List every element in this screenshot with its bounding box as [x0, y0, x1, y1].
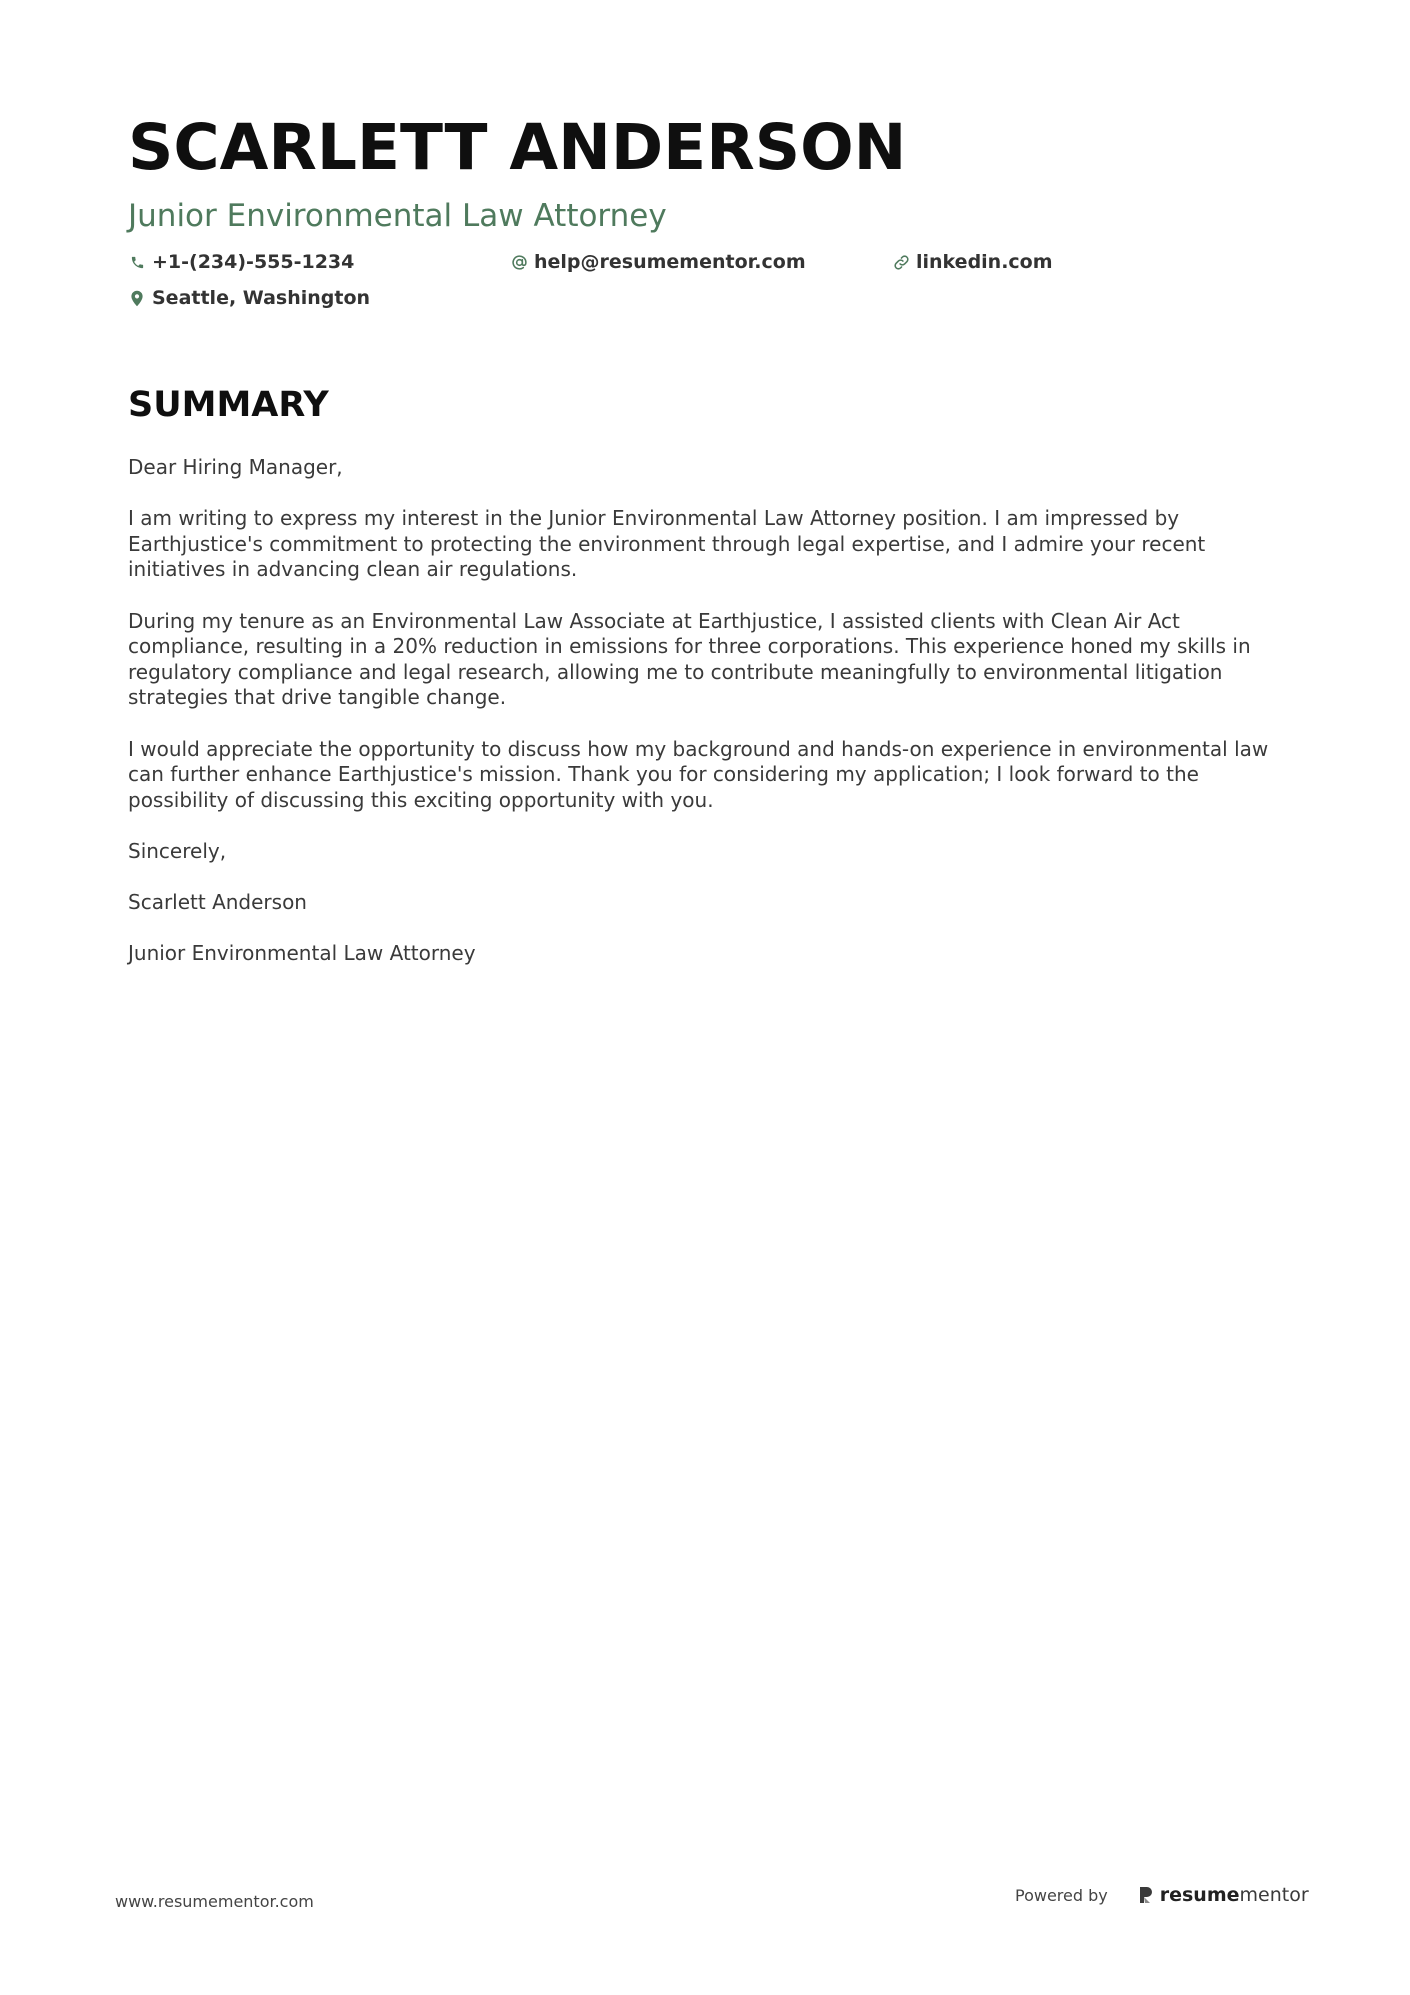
footer-branding [1015, 1884, 1309, 1906]
footer-website-link[interactable]: www.resumementor.com [115, 1892, 314, 1911]
phone-icon [128, 253, 146, 271]
closing: Sincerely, [128, 838, 227, 863]
contact-website [892, 251, 1274, 273]
email-text: help@resumementor.com [534, 251, 806, 273]
contact-row-location [128, 280, 1288, 316]
resumementor-logo-icon [1138, 1885, 1156, 1905]
summary-heading: SUMMARY [128, 385, 329, 425]
brand-wordmark[interactable] [1160, 1884, 1309, 1906]
job-title: Junior Environmental Law Attorney [128, 198, 667, 234]
location-text: Seattle, Washington [152, 287, 371, 309]
contact-row [128, 244, 1288, 280]
powered-by-label: Powered by [1015, 1885, 1108, 1905]
paragraph-1: I am writing to express my interest in the Junior Environmental Law Attorney position. I am impressed by Earthjustice's commitment to protecting the environment through legal expertise, and I admire your recent initiatives in advancing clean air regulations. [128, 506, 1206, 582]
location-pin-icon [128, 289, 146, 307]
brand-light-part: mentor [1239, 1884, 1309, 1906]
signature-title: Junior Environmental Law Attorney [128, 941, 476, 966]
brand-bold-part: resume [1159, 1884, 1240, 1906]
paragraph-3: I would appreciate the opportunity to discuss how my background and hands-on experience in environmental law can further enhance Earthjustice's mission. Thank you for considering my application; I look forward to the possibility of discussing this exciting opportunity with you. [128, 736, 1269, 812]
phone-text: +1-(234)-555-1234 [152, 251, 355, 273]
paragraph-2: During my tenure as an Environmental Law Associate at Earthjustice, I assisted clients with Clean Air Act compliance, resulting in a 20% reduction in emissions for three corporations. This experience honed my skills in regulatory compliance and legal research, allowing me to contribute meaningfully to environmental litigation strategies that drive tangible change. [128, 608, 1251, 710]
signature-name: Scarlett Anderson [128, 890, 307, 915]
header [128, 110, 1288, 316]
contact-email [510, 251, 892, 273]
website-text: linkedin.com [916, 251, 1053, 273]
link-icon [892, 253, 910, 271]
at-sign-icon [510, 253, 528, 271]
letter-body [128, 455, 1303, 992]
contact-phone [128, 251, 510, 273]
contact-location [128, 287, 510, 309]
candidate-name: SCARLETT ANDERSON [128, 111, 907, 184]
salutation: Dear Hiring Manager, [128, 455, 343, 479]
